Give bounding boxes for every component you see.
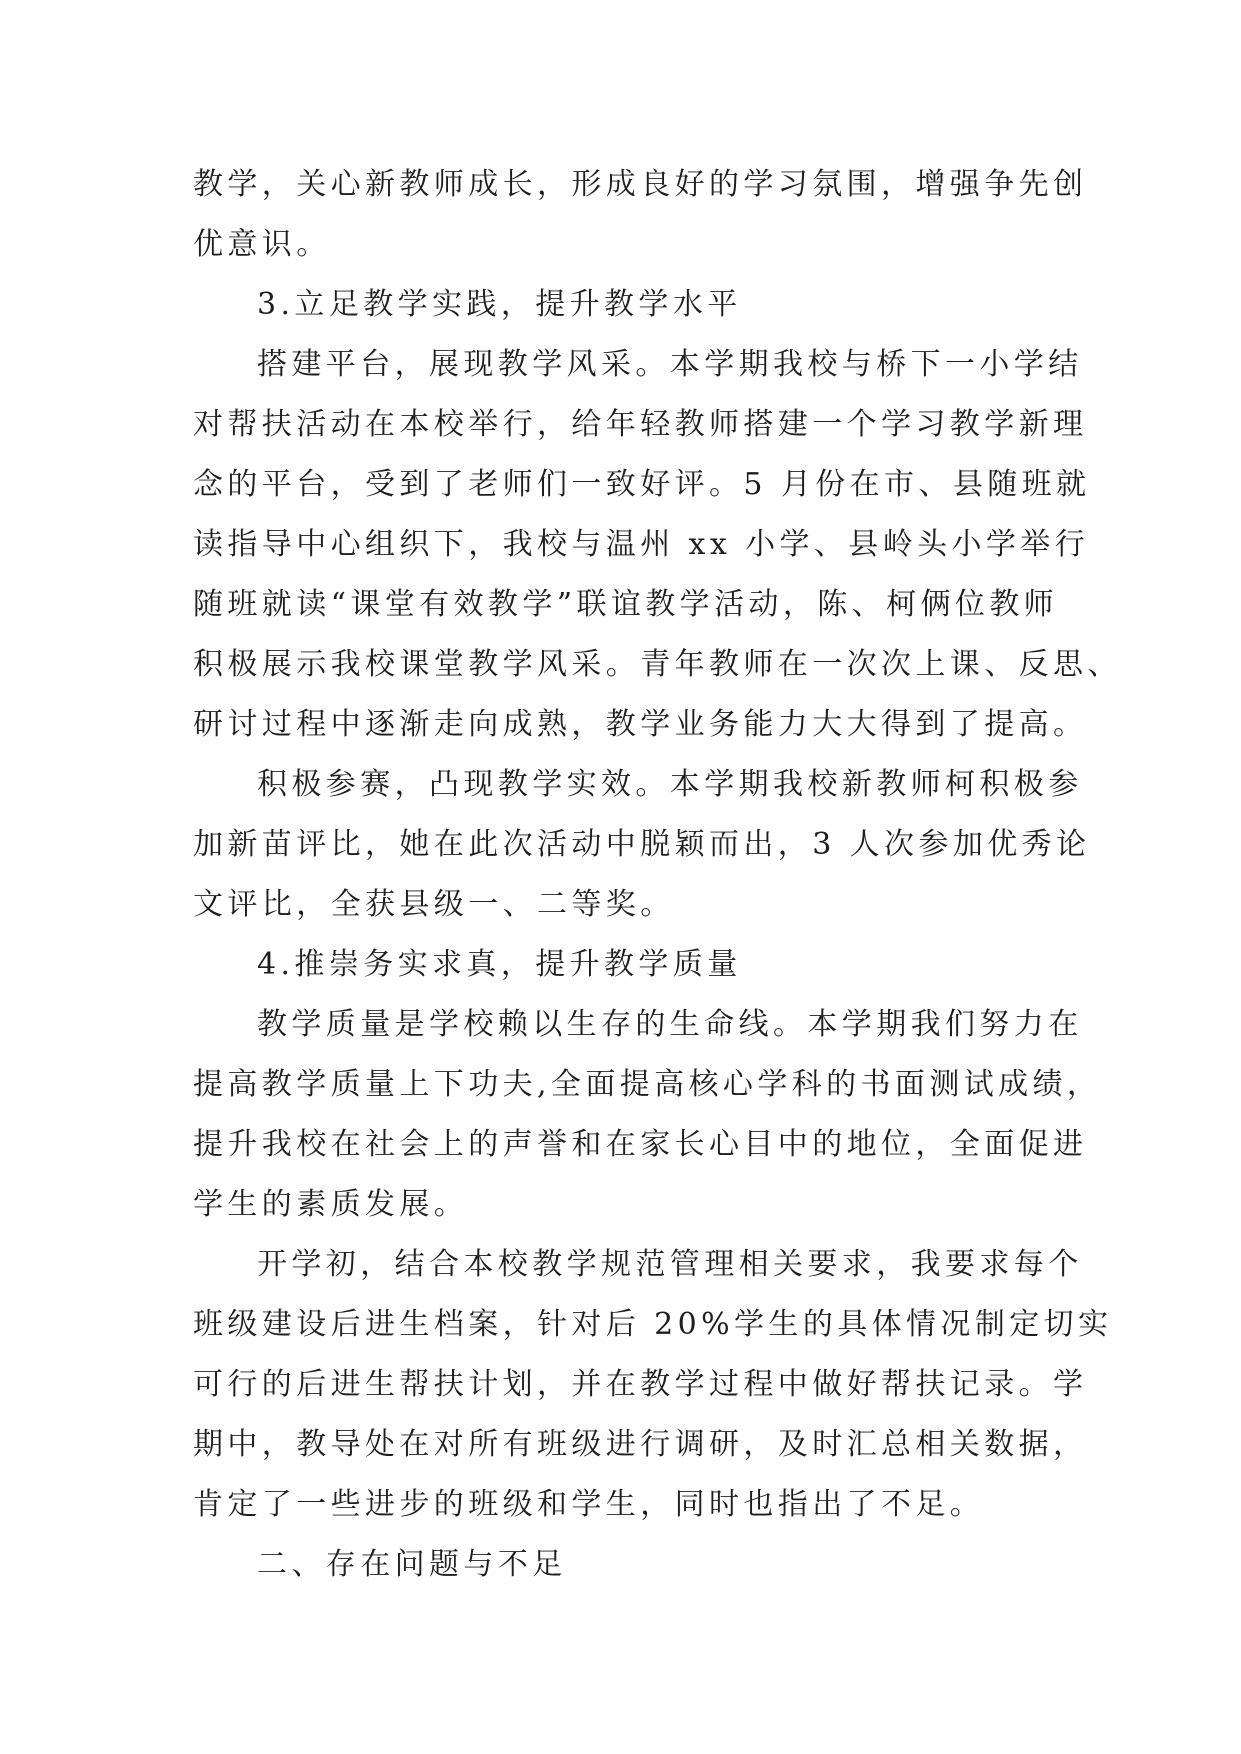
- paragraph-start: 搭建平台，展现教学风采。本学期我校与桥下一小学结: [257, 347, 1083, 382]
- text-line: 积极展示我校课堂教学风采。青年教师在一次次上课、反思、: [193, 647, 1122, 682]
- section-heading: 3.立足教学实践，提升教学水平: [257, 287, 742, 322]
- text-line: 念的平台，受到了老师们一致好评。5 月份在市、县随班就: [193, 467, 1091, 502]
- paragraph-start: 积极参赛，凸现教学实效。本学期我校新教师柯积极参: [257, 767, 1083, 802]
- text-line: 文评比，全获县级一、二等奖。: [193, 887, 675, 922]
- text-line: 随班就读“课堂有效教学”联谊教学活动，陈、柯俩位教师: [193, 587, 1059, 622]
- text-line: 提升我校在社会上的声誉和在家长心目中的地位，全面促进: [193, 1127, 1088, 1162]
- text-line: 读指导中心组织下，我校与温州 xx 小学、县岭头小学举行: [193, 527, 1090, 562]
- text-line: 加新苗评比，她在此次活动中脱颖而出，3 人次参加优秀论: [193, 827, 1091, 862]
- paragraph-start: 教学质量是学校赖以生存的生命线。本学期我们努力在: [257, 1007, 1083, 1042]
- section-heading: 二、存在问题与不足: [257, 1547, 567, 1582]
- text-line: 提高教学质量上下功夫,全面提高核心学科的书面测试成绩，: [193, 1067, 1102, 1102]
- text-line: 教学，关心新教师成长，形成良好的学习氛围，增强争先创: [193, 167, 1088, 202]
- text-line: 研讨过程中逐渐走向成熟，教学业务能力大大得到了提高。: [193, 707, 1088, 742]
- text-line: 班级建设后进生档案，针对后 20%学生的具体情况制定切实: [193, 1307, 1113, 1342]
- document-body: [193, 155, 1122, 1595]
- section-heading: 4.推崇务实求真，提升教学质量: [257, 947, 742, 982]
- text-line: 学生的素质发展。: [193, 1187, 469, 1222]
- text-line: 对帮扶活动在本校举行，给年轻教师搭建一个学习教学新理: [193, 407, 1088, 442]
- text-line: 期中，教导处在对所有班级进行调研，及时汇总相关数据，: [193, 1427, 1088, 1462]
- text-line: 可行的后进生帮扶计划，并在教学过程中做好帮扶记录。学: [193, 1367, 1088, 1402]
- paragraph-start: 开学初，结合本校教学规范管理相关要求，我要求每个: [257, 1247, 1083, 1282]
- text-line: 优意识。: [193, 227, 331, 262]
- text-line: 肯定了一些进步的班级和学生，同时也指出了不足。: [193, 1487, 985, 1522]
